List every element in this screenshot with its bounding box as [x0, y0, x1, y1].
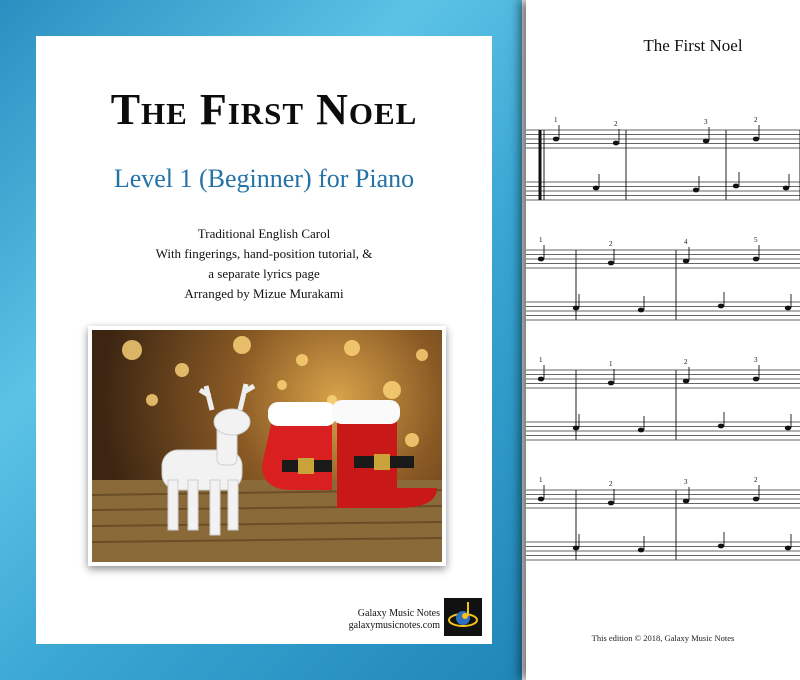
note-head [638, 548, 644, 553]
galaxy-logo-icon [444, 598, 482, 636]
description-line: a separate lyrics page [208, 266, 320, 281]
fingering-number: 2 [609, 240, 613, 248]
note-head [753, 257, 759, 262]
note-head [785, 546, 791, 551]
note-head [608, 261, 614, 266]
fingering-number: 2 [754, 116, 758, 124]
fingering-number: 1 [539, 356, 543, 364]
note-head [718, 304, 724, 309]
brand-info [349, 608, 440, 632]
brand-url: galaxymusicnotes.com [348, 620, 440, 631]
fingering-number: 2 [684, 358, 688, 366]
description-line: Traditional English Carol [197, 226, 331, 241]
note-head [538, 497, 544, 502]
note-head [538, 257, 544, 262]
note-head [683, 379, 689, 384]
reindeer-boots-illustration [92, 330, 442, 562]
note-head [753, 377, 759, 382]
fingering-number: 2 [609, 480, 613, 488]
note-head [785, 426, 791, 431]
note-head [753, 137, 759, 142]
cover-description [36, 224, 492, 304]
fingering-number: 2 [754, 476, 758, 484]
note-head [553, 137, 559, 142]
description-line: Arranged by Mizue Murakami [184, 286, 344, 301]
note-head [718, 424, 724, 429]
note-head [693, 188, 699, 193]
cover-photo [88, 326, 446, 566]
sheet-music-page [526, 0, 800, 680]
note-head [718, 544, 724, 549]
cover-content [36, 36, 492, 644]
fingering-number: 4 [684, 238, 688, 246]
note-head [753, 497, 759, 502]
cover-title: The First Noel [110, 85, 418, 134]
note-head [638, 308, 644, 313]
fingering-number: 1 [554, 116, 558, 124]
brand-name: Galaxy Music Notes [357, 608, 440, 619]
fingering-number: 1 [609, 360, 613, 368]
note-head [593, 186, 599, 191]
sheet-title: The First Noel [643, 36, 743, 55]
note-head [683, 499, 689, 504]
note-head [613, 141, 619, 146]
note-head [683, 259, 689, 264]
fingering-number: 2 [614, 120, 618, 128]
note-head [785, 306, 791, 311]
fingering-number: 3 [704, 118, 708, 126]
fingering-number: 3 [754, 356, 758, 364]
note-head [608, 501, 614, 506]
note-head [538, 377, 544, 382]
note-head [573, 546, 579, 551]
fingering-number: 1 [539, 476, 543, 484]
note-head [783, 186, 789, 191]
copyright-footer: This edition © 2018, Galaxy Music Notes [591, 633, 735, 643]
fingering-number: 1 [539, 236, 543, 244]
cover-subtitle: Level 1 (Beginner) for Piano [113, 164, 415, 193]
fingering-number: 3 [684, 478, 688, 486]
description-line: With fingerings, hand-position tutorial, & [155, 246, 373, 261]
note-head [573, 426, 579, 431]
music-staves [526, 0, 800, 600]
note-head [733, 184, 739, 189]
note-head [573, 306, 579, 311]
fingering-number: 5 [754, 236, 758, 244]
note-head [638, 428, 644, 433]
note-head [608, 381, 614, 386]
note-head [703, 139, 709, 144]
